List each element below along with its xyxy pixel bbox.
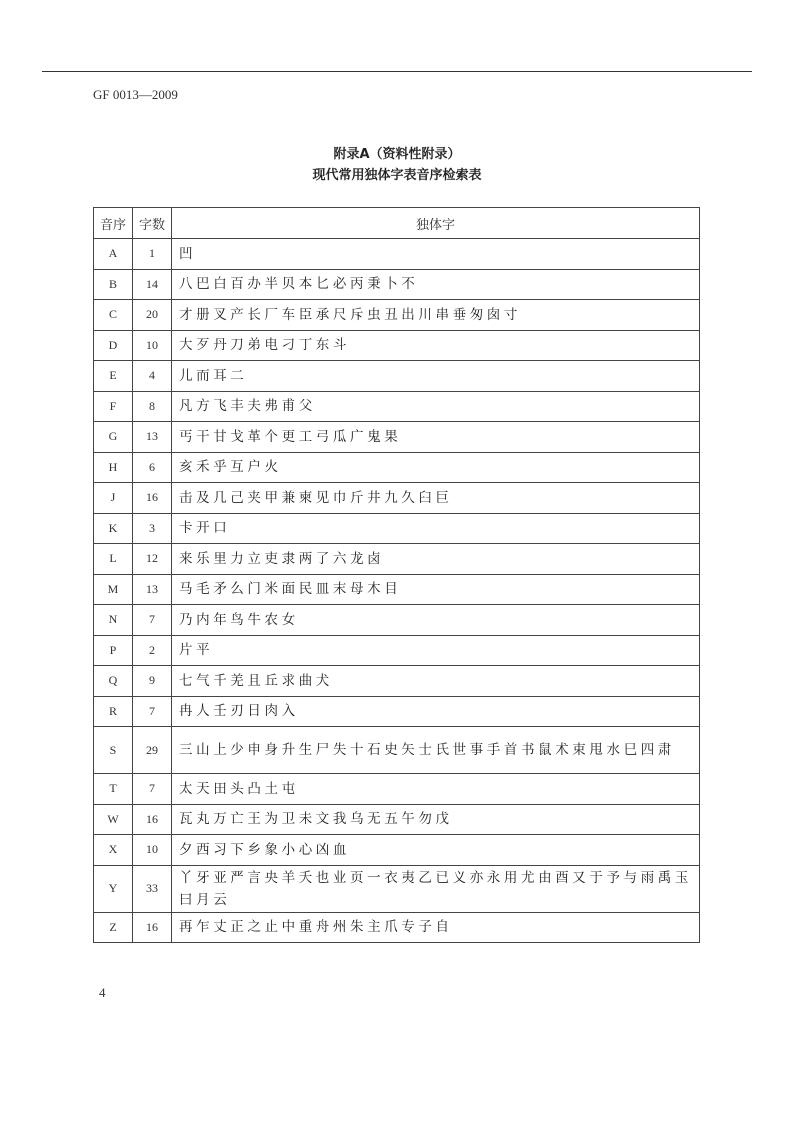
table-row xyxy=(94,727,700,774)
row-chars: 丐干甘戈革个更工弓瓜广鬼果 xyxy=(172,422,700,453)
table-row xyxy=(94,635,700,666)
table-row xyxy=(94,605,700,636)
table-row xyxy=(94,300,700,331)
row-letter: B xyxy=(94,269,133,300)
row-chars: 才册叉产长厂车臣承尺斥虫丑出川串垂匆囱寸 xyxy=(172,300,700,331)
table-row xyxy=(94,696,700,727)
row-letter: K xyxy=(94,513,133,544)
row-letter: M xyxy=(94,574,133,605)
table-row xyxy=(94,865,700,912)
row-count: 8 xyxy=(133,391,172,422)
table-row xyxy=(94,804,700,835)
row-count: 10 xyxy=(133,330,172,361)
table-row xyxy=(94,361,700,392)
row-count: 4 xyxy=(133,361,172,392)
row-chars: 太天田头凸土屯 xyxy=(172,774,700,805)
row-letter: Z xyxy=(94,912,133,943)
row-chars: 瓦丸万亡王为卫未文我乌无五午勿戊 xyxy=(172,804,700,835)
row-letter: F xyxy=(94,391,133,422)
row-count: 7 xyxy=(133,696,172,727)
row-count: 7 xyxy=(133,774,172,805)
table-row xyxy=(94,422,700,453)
row-chars: 夕西习下乡象小心凶血 xyxy=(172,835,700,866)
table-row xyxy=(94,544,700,575)
row-count: 3 xyxy=(133,513,172,544)
row-count: 16 xyxy=(133,804,172,835)
header-letter: 音序 xyxy=(94,208,133,239)
row-chars: 亥禾乎互户火 xyxy=(172,452,700,483)
row-chars: 来乐里力立吏隶两了六龙卤 xyxy=(172,544,700,575)
row-letter: X xyxy=(94,835,133,866)
table-row xyxy=(94,666,700,697)
appendix-title: 附录A（资料性附录） xyxy=(333,147,461,162)
row-chars: 冉人壬刃日肉入 xyxy=(172,696,700,727)
table-row xyxy=(94,483,700,514)
standard-code: GF 0013—2009 xyxy=(93,87,178,102)
row-count: 7 xyxy=(133,605,172,636)
table-row xyxy=(94,513,700,544)
row-letter: J xyxy=(94,483,133,514)
page-number: 4 xyxy=(99,985,106,1000)
row-letter: C xyxy=(94,300,133,331)
row-chars: 七气千羌且丘求曲犬 xyxy=(172,666,700,697)
row-count: 10 xyxy=(133,835,172,866)
row-count: 29 xyxy=(133,727,172,774)
row-count: 16 xyxy=(133,912,172,943)
table-row xyxy=(94,574,700,605)
row-count: 16 xyxy=(133,483,172,514)
row-letter: W xyxy=(94,804,133,835)
table-row xyxy=(94,239,700,270)
row-count: 20 xyxy=(133,300,172,331)
row-count: 13 xyxy=(133,422,172,453)
row-letter: N xyxy=(94,605,133,636)
row-letter: D xyxy=(94,330,133,361)
row-count: 1 xyxy=(133,239,172,270)
row-chars: 乃内年鸟牛农女 xyxy=(172,605,700,636)
row-chars: 八巴白百办半贝本匕必丙秉卜不 xyxy=(172,269,700,300)
table-title: 现代常用独体字表音序检索表 xyxy=(312,168,482,183)
row-letter: H xyxy=(94,452,133,483)
row-letter: A xyxy=(94,239,133,270)
header-chars: 独体字 xyxy=(172,208,700,239)
row-chars: 片平 xyxy=(172,635,700,666)
row-chars: 丫牙亚严言央羊夭也业页一衣夷乙已义亦永用尤由酉又于予与雨禹玉曰月云 xyxy=(172,865,700,912)
row-chars: 大歹丹刀弟电刁丁东斗 xyxy=(172,330,700,361)
row-letter: P xyxy=(94,635,133,666)
row-letter: S xyxy=(94,727,133,774)
index-table xyxy=(93,207,700,943)
row-chars: 卡开口 xyxy=(172,513,700,544)
row-letter: T xyxy=(94,774,133,805)
table-row xyxy=(94,912,700,943)
header-rule xyxy=(42,71,752,72)
row-letter: Q xyxy=(94,666,133,697)
row-chars: 凹 xyxy=(172,239,700,270)
row-letter: L xyxy=(94,544,133,575)
table-header-row xyxy=(94,208,700,239)
row-chars: 儿而耳二 xyxy=(172,361,700,392)
row-count: 12 xyxy=(133,544,172,575)
row-chars: 三山上少申身升生尸失十石史矢士氏世事手首书鼠术束甩水巳四肃 xyxy=(172,727,700,774)
row-count: 14 xyxy=(133,269,172,300)
table-row xyxy=(94,269,700,300)
table-row xyxy=(94,452,700,483)
table-row xyxy=(94,391,700,422)
row-chars: 马毛矛么门米面民皿末母木目 xyxy=(172,574,700,605)
row-letter: R xyxy=(94,696,133,727)
row-count: 13 xyxy=(133,574,172,605)
row-letter: G xyxy=(94,422,133,453)
row-chars: 再乍丈正之止中重舟州朱主爪专子自 xyxy=(172,912,700,943)
header-count: 字数 xyxy=(133,208,172,239)
row-count: 6 xyxy=(133,452,172,483)
table-row xyxy=(94,774,700,805)
table-row xyxy=(94,330,700,361)
row-count: 2 xyxy=(133,635,172,666)
row-chars: 击及几己夹甲兼柬见巾斤井九久臼巨 xyxy=(172,483,700,514)
row-count: 9 xyxy=(133,666,172,697)
table-row xyxy=(94,835,700,866)
row-letter: Y xyxy=(94,865,133,912)
row-letter: E xyxy=(94,361,133,392)
row-count: 33 xyxy=(133,865,172,912)
row-chars: 凡方飞丰夫弗甫父 xyxy=(172,391,700,422)
